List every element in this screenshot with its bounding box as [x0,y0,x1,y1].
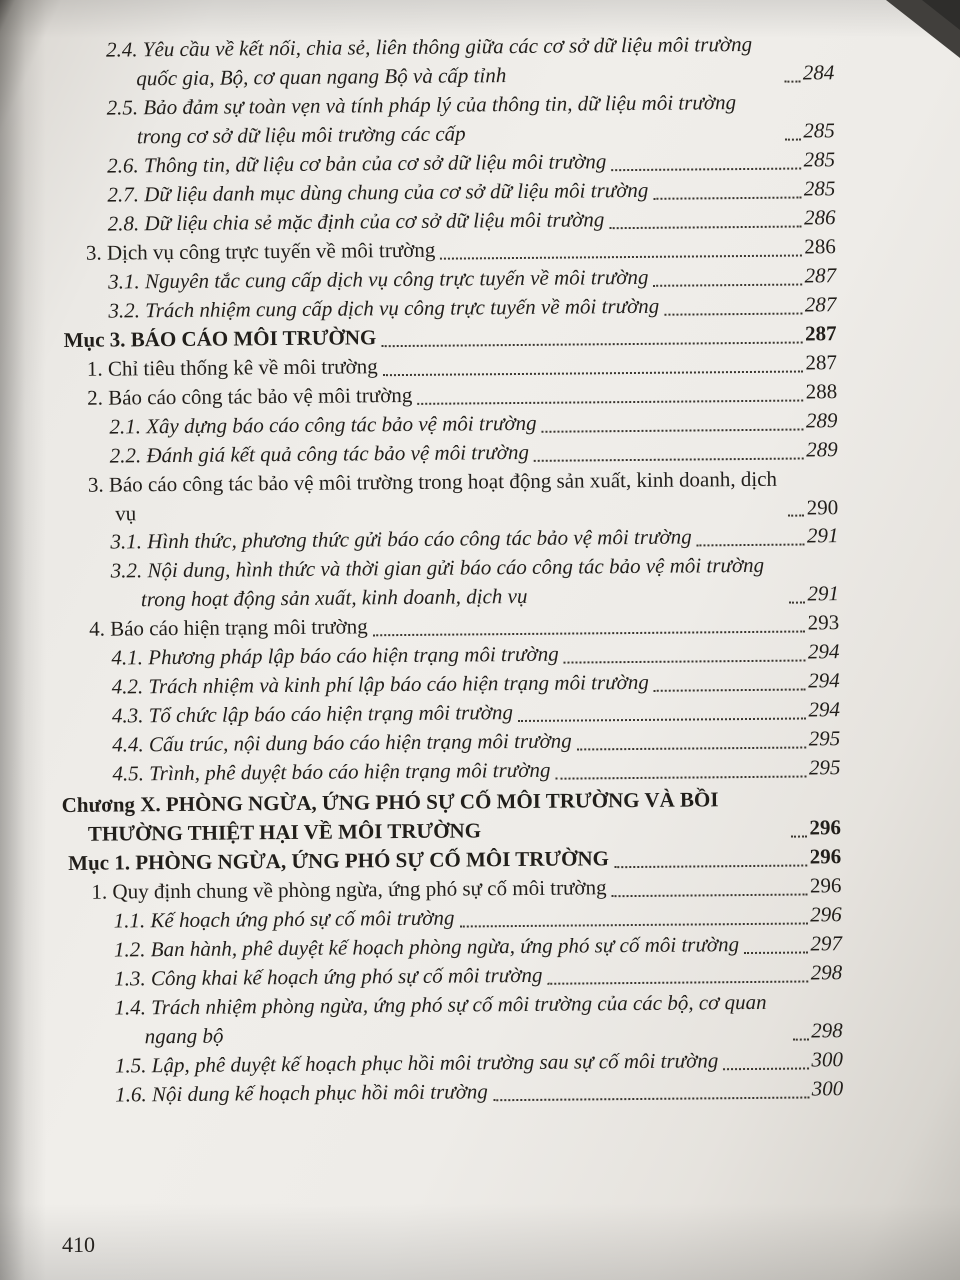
toc-entry [88,464,838,528]
toc-entry-page: 284 [802,60,835,85]
toc-entry-label: Mục 3. BÁO CÁO MÔI TRƯỜNG [63,324,377,352]
page-gutter-shadow [0,0,46,1280]
toc-entry-label: 2. Báo cáo công tác bảo vệ môi trường [87,382,413,410]
toc-leader-dots [614,865,807,869]
toc-leader-dots [784,80,800,82]
toc-entry-label: Mục 1. PHÒNG NGỪA, ỨNG PHÓ SỰ CỐ MÔI TRƯỜNG [68,846,610,876]
toc-leader-dots [744,951,807,954]
toc-entry [62,784,841,849]
toc-leader-dots [555,776,806,780]
toc-entry-label: 1.5. Lập, phê duyệt kế hoạch phục hồi môi trường sau sự cố môi trường [114,1048,719,1078]
toc-entry-label: 1. Chỉ tiêu thống kê về môi trường [86,353,378,381]
toc-entry-page: 290 [806,494,839,519]
toc-entry-page: 285 [803,147,836,172]
toc-entry-page: 296 [810,902,842,927]
toc-leader-dots [791,836,807,838]
toc-leader-dots [373,631,805,637]
toc-leader-dots [459,923,807,928]
toc-entry [115,1074,843,1109]
toc-entry-label: 4.4. Cấu trúc, nội dung báo cáo hiện trạng môi trường [112,728,572,757]
toc-leader-dots [547,980,807,984]
toc-entry-page: 285 [803,118,835,143]
page-footer [62,1232,95,1258]
toc-entry-label: 2.7. Dữ liệu danh mục dùng chung của cơ sở dữ liệu môi trường [107,177,649,207]
toc-leader-dots [534,457,803,461]
toc-entry-page: 286 [804,234,836,259]
toc-entry-label: 2.2. Đánh giá kết quả công tác bảo vệ môi trường [109,439,530,468]
toc-leader-dots [697,544,804,547]
toc-leader-dots [493,1096,809,1101]
toc-leader-dots [383,370,803,376]
toc-entry [112,753,840,788]
toc-entry-page: 294 [808,668,840,693]
toc-leader-dots [654,689,805,692]
toc-entry-page: 293 [807,610,840,635]
toc-entry-page: 289 [806,436,838,462]
toc-leader-dots [381,341,802,347]
toc-entry-label: 1.3. Công khai kế hoạch ứng phó sự cố môi trường [114,962,543,991]
toc-leader-dots [518,718,805,723]
toc-entry-page: 296 [809,815,842,840]
toc-entry-page: 300 [811,1047,844,1072]
toc-entry-label: 4.2. Trách nhiệm và kinh phí lập báo cáo hiện trạng môi trường [111,670,649,699]
toc-entry-label: 1.2. Ban hành, phê duyệt kế hoạch phòng ngừa, ứng phó sự cố môi trường [113,932,740,962]
toc-entry-page: 295 [808,755,841,780]
toc-entry-label: 4.1. Phương pháp lập báo cáo hiện trạng môi trường [111,641,559,670]
toc-entry-page: 298 [811,1018,843,1043]
toc-entry [111,551,839,615]
toc-entry-label: 1.6. Nội dung kế hoạch phục hồi môi trường [115,1079,488,1107]
toc-entry-label: 1.4. Trách nhiệm phòng ngừa, ứng phó sự cố môi trường của các bộ, cơ quan ngang bộ [114,989,767,1049]
toc-entry [114,987,842,1051]
toc-entry-page: 296 [809,844,842,869]
toc-leader-dots [654,283,802,286]
toc-entry-page: 291 [806,523,839,548]
toc-entry-label: 2.8. Dữ liệu chia sẻ mặc định của cơ sở dữ liệu môi trường [107,207,605,236]
toc-entry-page: 300 [811,1076,844,1101]
toc-entry-label: 2.4. Yêu cầu về kết nối, chia sẻ, liên thông giữa các cơ sở dữ liệu môi trường quốc gia, Bộ, cơ quan ngang Bộ và cấp tỉnh [106,31,753,91]
toc-leader-dots [542,428,803,432]
toc-leader-dots [792,1038,808,1040]
toc-entry-page: 287 [804,291,837,317]
toc-entry-label: 3. Báo cáo công tác bảo vệ môi trường trong hoạt động sản xuất, kinh doanh, dịch vụ [87,466,778,526]
toc-entry-label: 2.5. Bảo đảm sự toàn vẹn và tính pháp lý của thông tin, dữ liệu môi trường trong cơ sở dữ liệu môi trường các cấp [106,90,737,149]
toc-leader-dots [564,660,805,664]
toc-entry-page: 287 [804,262,837,288]
toc-entry-label: 3. Dịch vụ công trực tuyến về môi trường [85,237,436,265]
toc-leader-dots [788,515,804,517]
toc-entry-page: 298 [810,960,843,985]
toc-leader-dots [612,894,807,898]
toc-leader-dots [653,196,800,199]
toc-entry [106,29,834,93]
toc-entry-page: 291 [807,581,840,606]
toc-leader-dots [609,225,801,229]
toc-entry-label: 1. Quy định chung về phòng ngừa, ứng phó sự cố môi trường [91,875,607,904]
page-corner-shadow-dark [922,0,960,30]
toc-entry-label: 4.3. Tổ chức lập báo cáo hiện trạng môi trường [111,700,514,728]
toc-leader-dots [440,254,801,259]
toc-leader-dots [788,602,804,604]
toc-entry-page: 285 [803,176,836,201]
toc-entry-label: Chương X. PHÒNG NGỪA, ỨNG PHÓ SỰ CỐ MÔI TRƯỜNG VÀ BỒI THƯỜNG THIỆT HẠI VỀ MÔI TRƯỜNG [61,787,719,846]
toc-entry-page: 297 [810,931,843,956]
toc-entry-page: 289 [805,407,838,433]
toc-entry-page: 294 [808,697,841,722]
toc-entry-label: 2.6. Thông tin, dữ liệu cơ bản của cơ sở dữ liệu môi trường [107,149,607,178]
toc-entry-page: 296 [809,873,842,898]
toc-entry-label: 2.1. Xây dựng báo cáo công tác bảo vệ môi trường [109,410,537,439]
toc-entry-page: 287 [805,349,837,375]
toc-leader-dots [611,167,800,171]
toc-leader-dots [723,1067,808,1070]
table-of-contents [58,29,843,1110]
toc-leader-dots [577,747,806,751]
toc-entry-page: 295 [808,726,841,751]
toc-entry-label: 3.1. Hình thức, phương thức gửi báo cáo công tác bảo vệ môi trường [110,524,692,555]
page-number: 410 [62,1232,95,1257]
toc-entry-page: 294 [807,639,840,664]
toc-entry-label: 4.5. Trình, phê duyệt báo cáo hiện trạng môi trường [112,757,551,786]
toc-leader-dots [784,138,800,140]
toc-entry [107,87,835,151]
toc-entry-label: 3.1. Nguyên tắc cung cấp dịch vụ công trực tuyến về môi trường [108,264,649,294]
toc-entry-label: 3.2. Trách nhiệm cung cấp dịch vụ công trực tuyến về môi trường [108,293,660,323]
toc-entry-page: 287 [805,320,837,346]
toc-entry-label: 1.1. Kế hoạch ứng phó sự cố môi trường [113,905,455,933]
toc-leader-dots [664,312,802,315]
toc-leader-dots [417,399,802,404]
toc-entry-page: 288 [805,378,838,404]
toc-entry-page: 286 [804,205,836,230]
toc-entry-label: 4. Báo cáo hiện trạng môi trường [89,614,368,642]
toc-entry-label: 3.2. Nội dung, hình thức và thời gian gửi báo cáo công tác bảo vệ môi trường trong hoạt động sản xuất, kinh doanh, dịch vụ [110,553,765,612]
